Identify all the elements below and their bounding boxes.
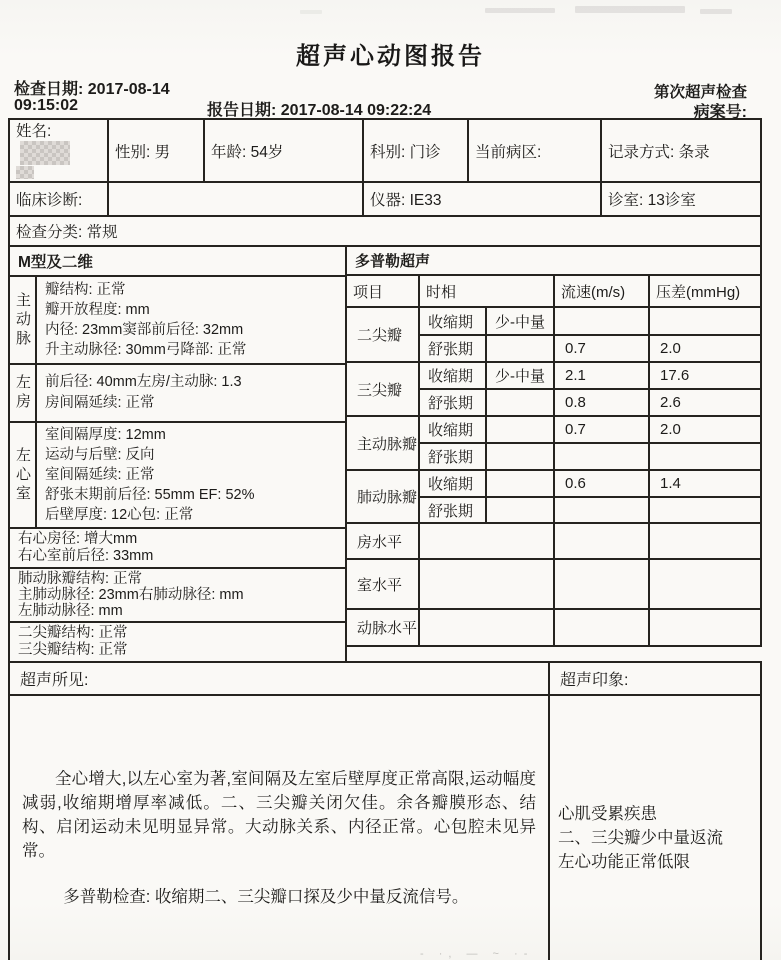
findings-body (9, 695, 549, 960)
patient-ward: 当前病区: (468, 119, 601, 182)
regurgitation-amount (486, 470, 554, 497)
empty-cell (419, 559, 554, 609)
findings-header: 超声所见: (9, 662, 549, 695)
measurement-line: 肺动脉瓣结构: 正常 (18, 571, 143, 587)
regurgitation-amount: 少-中量 (486, 307, 554, 335)
patient-gender: 性别: 男 (108, 119, 204, 182)
mmode-header: M型及二维 (9, 246, 346, 276)
case-number-label: 病案号: (693, 104, 747, 121)
exam-category: 检查分类: 常规 (9, 216, 761, 246)
exam-room: 诊室: 13诊室 (601, 182, 761, 216)
col-header-item: 项目 (346, 275, 419, 307)
report-date: 报告日期: 2017-08-14 09:22:24 (207, 102, 432, 119)
velocity-value (554, 307, 649, 335)
gradient-value: 1.4 (649, 470, 761, 497)
organ-label-aorta: 主动脉 (9, 276, 36, 364)
empty-cell (554, 559, 649, 609)
empty-cell (554, 523, 649, 559)
patient-name-cell (9, 119, 108, 182)
gradient-value: 2.6 (649, 389, 761, 416)
phase-cell: 舒张期 (419, 497, 486, 523)
velocity-value (554, 443, 649, 470)
shunt-level: 动脉水平 (346, 609, 419, 646)
regurgitation-amount (486, 497, 554, 523)
measurement-line: 三尖瓣结构: 正常 (18, 642, 128, 658)
impression-line: 二、三尖瓣少中量返流 (558, 829, 723, 847)
measurement-line: 房间隔延续: 正常 (45, 395, 155, 411)
phase-cell: 舒张期 (419, 443, 486, 470)
regurgitation-amount (486, 335, 554, 362)
scan-artifact (300, 10, 322, 14)
exam-sequence-label: 第次超声检查 (653, 84, 747, 101)
velocity-value: 0.6 (554, 470, 649, 497)
measurement-line: 运动与后壁: 反向 (45, 447, 155, 463)
measurement-line: 舒张末期前后径: 55mm EF: 52% (45, 487, 255, 503)
report-body (8, 118, 760, 960)
valve-structure-measurements (9, 622, 346, 662)
phase-cell: 收缩期 (419, 416, 486, 443)
empty-cell (649, 609, 761, 646)
measurement-line: 主肺动脉径: 23mm右肺动脉径: mm (18, 587, 244, 603)
measurement-line: 内径: 23mm窦部前后径: 32mm (45, 322, 244, 338)
empty-cell (419, 523, 554, 559)
scan-artifact (485, 8, 555, 13)
shunt-level: 房水平 (346, 523, 419, 559)
measurement-line: 右心房径: 增大mm (18, 531, 138, 547)
empty-cell (554, 609, 649, 646)
velocity-value (554, 497, 649, 523)
patient-info-table (8, 118, 762, 247)
col-header-phase: 时相 (419, 275, 554, 307)
organ-label-left-ventricle: 左心室 (9, 422, 36, 528)
findings-section (8, 661, 762, 960)
shunt-level: 室水平 (346, 559, 419, 609)
empty-cell (649, 523, 761, 559)
patient-name-label: 姓名: (16, 123, 52, 140)
left-ventricle-measurements (36, 422, 346, 528)
page-title: 超声心动图报告 (296, 43, 485, 70)
measurement-line: 左肺动脉径: mm (18, 603, 123, 619)
measurement-line: 室间隔延续: 正常 (45, 467, 155, 483)
record-mode: 记录方式: 条录 (601, 119, 761, 182)
measurement-line: 二尖瓣结构: 正常 (18, 625, 128, 641)
phase-cell: 舒张期 (419, 389, 486, 416)
gradient-value (649, 497, 761, 523)
clinical-diagnosis-label: 临床诊断: (9, 182, 108, 216)
gradient-value: 2.0 (649, 335, 761, 362)
gradient-value (649, 307, 761, 335)
pulmonary-artery-measurements (9, 568, 346, 622)
measurement-line: 瓣开放程度: mm (45, 302, 150, 318)
patient-department: 科别: 门诊 (363, 119, 468, 182)
scan-artifact (700, 9, 732, 14)
doppler-header: 多普勒超声 (346, 246, 761, 275)
phase-cell: 收缩期 (419, 307, 486, 335)
regurgitation-amount (486, 389, 554, 416)
scan-artifact-bottom: - ·, — ~ ·- (420, 948, 534, 960)
doppler-note: 多普勒检查: 收缩期二、三尖瓣口探及少中量反流信号。 (63, 888, 469, 906)
measurement-line: 瓣结构: 正常 (45, 282, 126, 298)
impression-line: 心肌受累疾患 (558, 805, 657, 823)
scan-artifact (575, 6, 685, 13)
measurement-line: 后壁厚度: 12心包: 正常 (45, 507, 194, 523)
valve-name: 三尖瓣 (346, 362, 419, 416)
measurement-line: 升主动脉径: 30mm弓降部: 正常 (45, 342, 247, 358)
exam-date: 检查日期: 2017-08-14 (14, 81, 170, 98)
col-header-gradient: 压差(mmHg) (649, 275, 761, 307)
regurgitation-amount: 少-中量 (486, 362, 554, 389)
empty-cell (419, 609, 554, 646)
phase-cell: 收缩期 (419, 470, 486, 497)
valve-name: 主动脉瓣 (346, 416, 419, 470)
regurgitation-amount (486, 416, 554, 443)
doppler-table (345, 245, 762, 647)
mmode-table (8, 245, 347, 663)
findings-paragraph: 全心增大,以左心室为著,室间隔及左室后壁厚度正常高限,运动幅度减弱,收缩期增厚率减低。二、三尖瓣关闭欠佳。余各瓣膜形态、结构、启闭运动未见明显异常。大动脉关系、内径正常。心包腔未见异常。 (22, 770, 536, 860)
measurement-line: 前后径: 40mm左房/主动脉: 1.3 (45, 374, 242, 390)
organ-label-left-atrium: 左房 (9, 364, 36, 422)
velocity-value: 2.1 (554, 362, 649, 389)
col-header-velocity: 流速(m/s) (554, 275, 649, 307)
empty-cell (649, 559, 761, 609)
regurgitation-amount (486, 443, 554, 470)
phase-cell: 收缩期 (419, 362, 486, 389)
patient-age: 年龄: 54岁 (204, 119, 363, 182)
measurement-section (8, 245, 760, 663)
measurement-line: 右心室前后径: 33mm (18, 548, 154, 564)
valve-name: 肺动脉瓣 (346, 470, 419, 523)
measurement-line: 室间隔厚度: 12mm (45, 427, 166, 443)
phase-cell: 舒张期 (419, 335, 486, 362)
device: 仪器: IE33 (363, 182, 601, 216)
impression-line: 左心功能正常低限 (558, 853, 690, 871)
exam-time: 09:15:02 (14, 97, 79, 114)
left-atrium-measurements (36, 364, 346, 422)
impression-header: 超声印象: (549, 662, 761, 695)
redacted-name (20, 141, 70, 165)
velocity-value: 0.8 (554, 389, 649, 416)
velocity-value: 0.7 (554, 416, 649, 443)
redacted-name-fragment (16, 166, 34, 179)
right-heart-measurements (9, 528, 346, 568)
aorta-measurements (36, 276, 346, 364)
velocity-value: 0.7 (554, 335, 649, 362)
valve-name: 二尖瓣 (346, 307, 419, 362)
gradient-value: 17.6 (649, 362, 761, 389)
gradient-value (649, 443, 761, 470)
impression-body (549, 695, 761, 960)
gradient-value: 2.0 (649, 416, 761, 443)
clinical-diagnosis-value (108, 182, 363, 216)
